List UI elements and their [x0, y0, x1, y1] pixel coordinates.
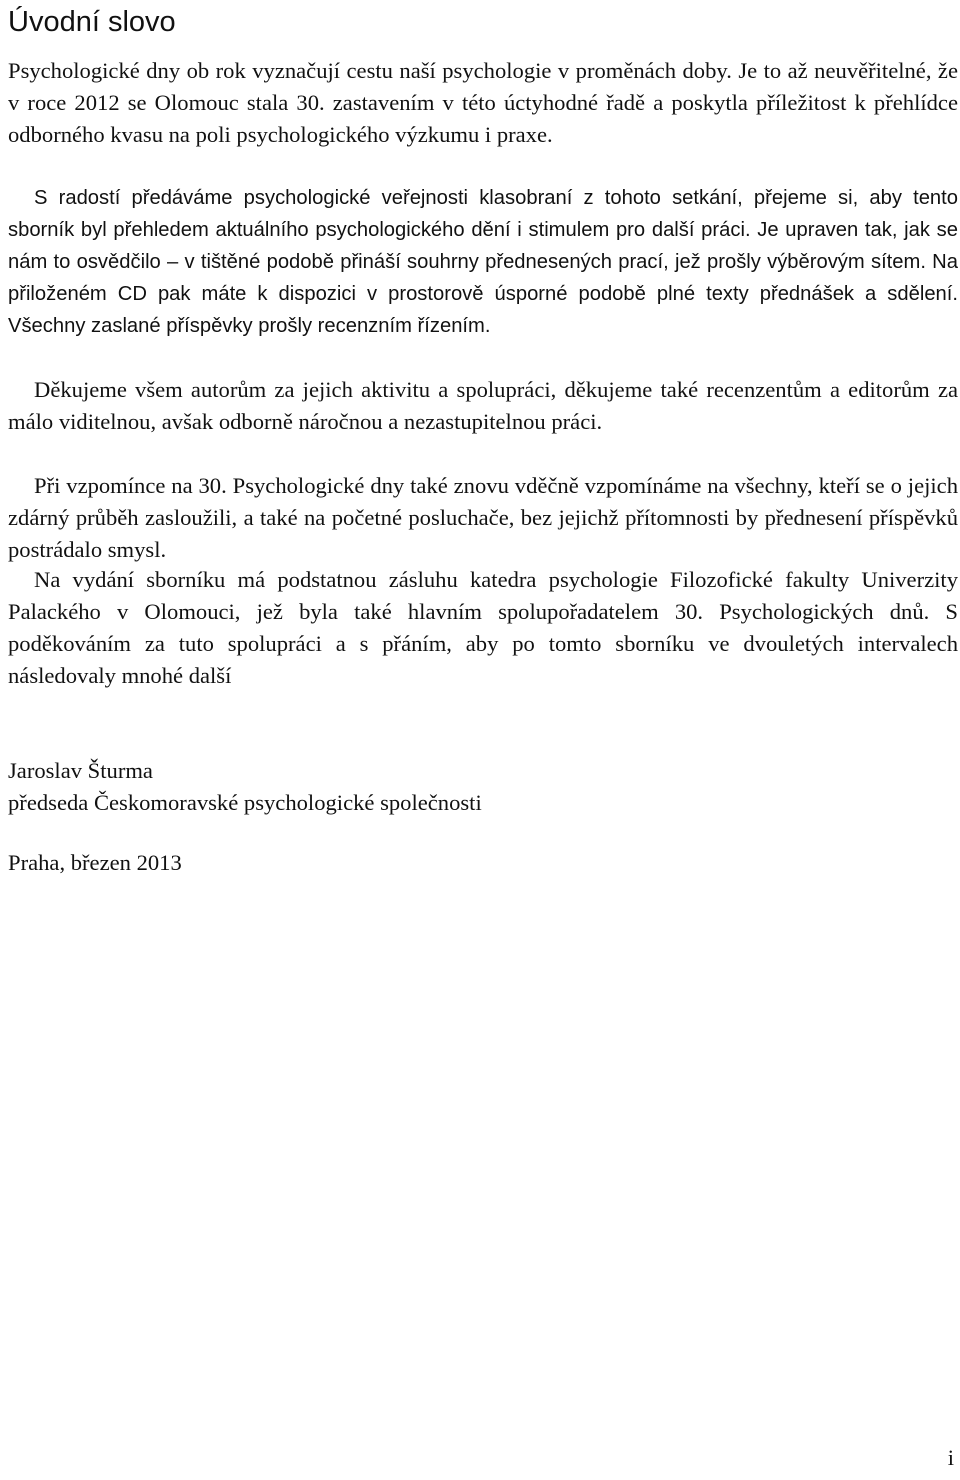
paragraph-proceedings: S radostí předáváme psychologické veřejnosti klasobraní z tohoto setkání, přejeme si, aby tento sborník byl přehledem aktuálního psychologického dění i stimulem pro další práci. Je upraven tak, jak se nám to osvědčilo – v tištěné podobě přináší souhrny přednesených prací, jež prošly výběrovým sítem. Na přiloženém CD pak máte k dispozici v prostorově úsporné podobě plné texty přednášek a sdělení. Všechny zaslané příspěvky prošly recenzním řízením. — [8, 187, 958, 337]
page-title: Úvodní slovo — [8, 6, 176, 38]
paragraph-thanks: Děkujeme všem autorům za jejich aktivitu a spolupráci, děkujeme také recenzentům a editorům za málo viditelnou, avšak odborně náročnou a nezastupitelnou práci. — [8, 377, 958, 434]
signature-role: předseda Českomoravské psychologické společnosti — [8, 790, 482, 815]
signature-name: Jaroslav Šturma — [8, 758, 153, 783]
paragraph-intro: Psychologické dny ob rok vyznačují cestu naší psychologie v proměnách doby. Je to až neuvěřitelné, že v roce 2012 se Olomouc stala 30. zastavením v této úctyhodné řadě a poskytla příležitost k přehlídce odborného kvasu na poli psychologického výzkumu i praxe. — [8, 58, 958, 147]
page-number: i — [947, 1445, 954, 1470]
paragraph-publication: Na vydání sborníku má podstatnou zásluhu katedra psychologie Filozofické fakulty Univerzity Palackého v Olomouci, jež byla také hlavním spolupořadatelem 30. Psychologických dnů. S poděkováním za tuto spolupráci a s přáním, aby po tomto sborníku ve dvouletých intervalech následovaly mnohé další — [8, 567, 958, 688]
signature-place-date: Praha, březen 2013 — [8, 850, 182, 875]
paragraph-remembrance: Při vzpomínce na 30. Psychologické dny také znovu vděčně vzpomínáme na všechny, kteří se o jejich zdárný průběh zasloužili, a také na početné posluchače, bez jejichž přítomnosti by přednesení příspěvků postrádalo smysl. — [8, 473, 958, 562]
